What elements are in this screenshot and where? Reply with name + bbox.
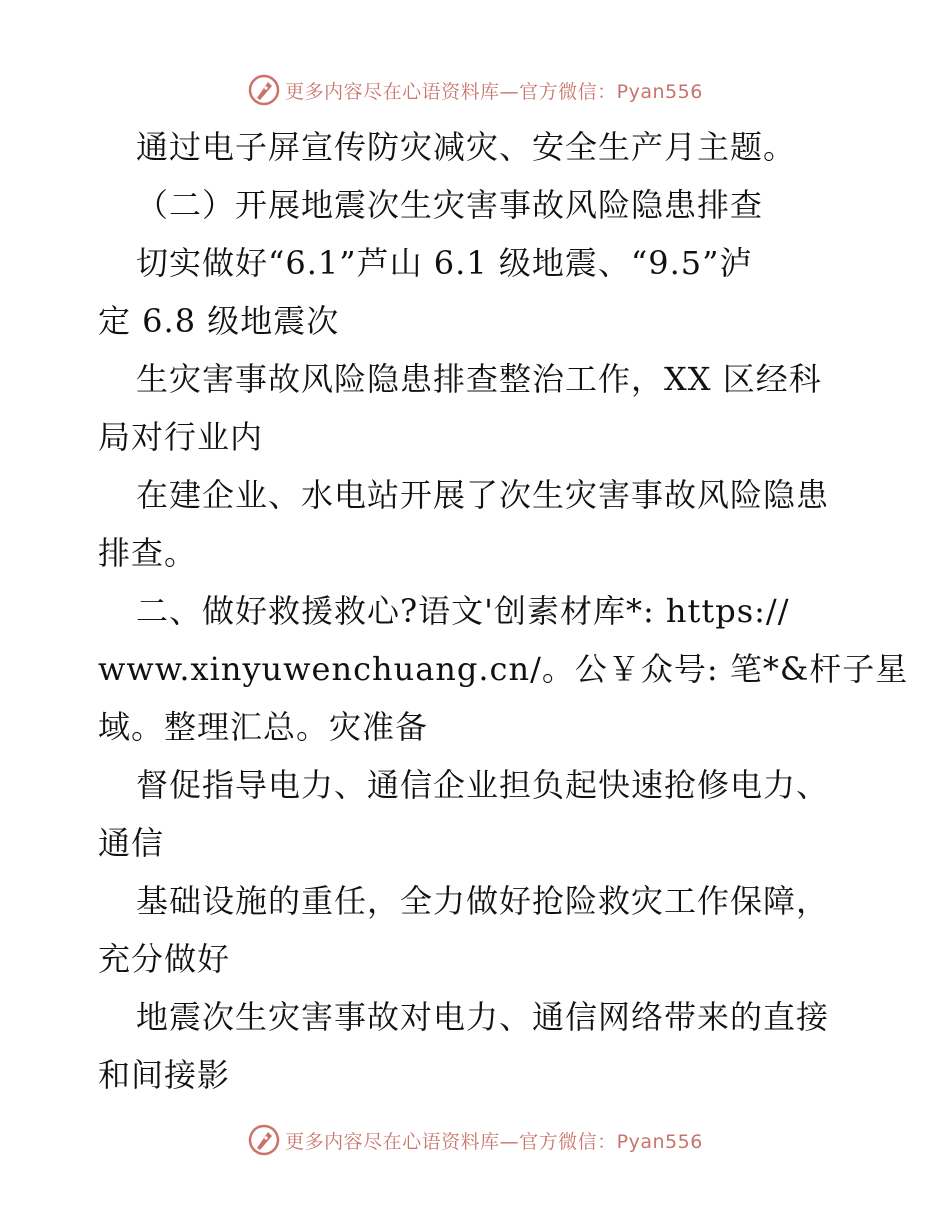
text-line-2: （二）开展地震次生灾害事故风险隐患排查 [136,186,764,224]
text-line-3: 切实做好“6.1”芦山 6.1 级地震、“9.5”泸 [136,244,753,282]
text-line-13: 通信 [98,824,165,862]
header-banner [0,70,950,110]
footer-banner [0,1120,950,1160]
header-banner-text: 更多内容尽在心语资料库—官方微信：Pyan556 [285,80,703,103]
text-line-1: 通过电子屏宣传防灾减灾、安全生产月主题。 [136,128,797,166]
text-line-7: 在建企业、水电站开展了次生灾害事故风险隐患 [136,476,830,514]
pen-nib-logo-icon [247,73,281,107]
text-line-17: 和间接影 [98,1056,231,1094]
text-line-16: 地震次生灾害事故对电力、通信网络带来的直接 [136,998,830,1036]
text-line-10: www.xinyuwenchuang.cn/。公￥众号: 笔*&杆子星 [98,650,909,688]
text-line-14: 基础设施的重任，全力做好抢险救灾工作保障， [136,882,830,920]
text-line-5: 生灾害事故风险隐患排查整治工作，XX 区经科 [136,360,822,398]
text-line-12: 督促指导电力、通信企业担负起快速抢修电力、 [136,766,830,804]
text-line-6: 局对行业内 [98,418,264,456]
text-line-15: 充分做好 [98,940,231,978]
text-line-9: 二、做好救援救心?语文'创素材库*: https:// [136,592,790,630]
footer-banner-text: 更多内容尽在心语资料库—官方微信：Pyan556 [285,1130,703,1153]
pen-nib-logo-icon [247,1123,281,1157]
document-body [98,118,909,1104]
text-line-4: 定 6.8 级地震次 [98,302,340,340]
text-line-11: 域。整理汇总。灾准备 [98,708,429,746]
text-line-8: 排查。 [98,534,198,572]
